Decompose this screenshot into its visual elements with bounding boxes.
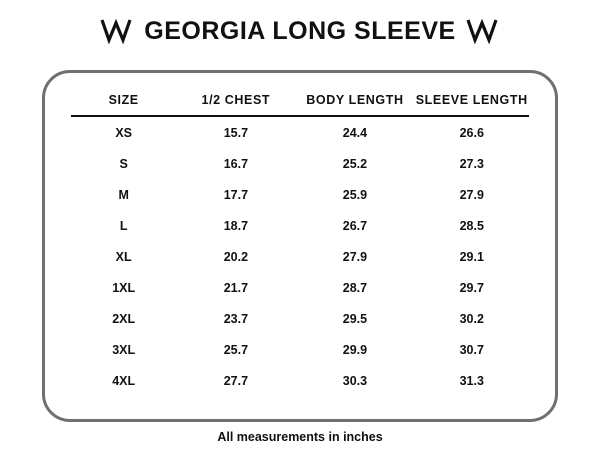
cell-half-chest: 15.7 <box>223 125 249 140</box>
size-chart-card <box>42 70 558 422</box>
table-header-row <box>71 89 529 116</box>
cell-half-chest: 21.7 <box>223 280 249 295</box>
cell-body-length: 27.9 <box>342 249 368 264</box>
cell-size: 3XL <box>112 342 136 357</box>
table-row <box>71 303 529 334</box>
cell-body-length: 26.7 <box>342 218 368 233</box>
column-header-size: SIZE <box>108 93 139 107</box>
table-row <box>71 116 529 148</box>
cell-sleeve-length: 30.2 <box>459 311 484 326</box>
cell-body-length: 25.9 <box>342 187 368 202</box>
cell-body-length: 24.4 <box>342 125 368 140</box>
cell-sleeve-length: 28.5 <box>459 218 484 233</box>
cell-body-length: 29.9 <box>342 342 368 357</box>
page-header <box>0 0 600 44</box>
cell-size: S <box>119 156 128 171</box>
table-row <box>71 241 529 272</box>
table-row <box>71 334 529 365</box>
size-chart-table-wrap <box>45 73 555 419</box>
table-row <box>71 148 529 179</box>
table-header <box>71 89 529 116</box>
cell-half-chest: 20.2 <box>223 249 249 264</box>
cell-size: M <box>118 187 129 202</box>
cell-size: L <box>119 218 128 233</box>
cell-half-chest: 16.7 <box>223 156 249 171</box>
cell-size: 4XL <box>112 373 136 388</box>
cell-half-chest: 25.7 <box>223 342 249 357</box>
cell-body-length: 28.7 <box>342 280 368 295</box>
chevron-logo-icon-right <box>466 17 500 45</box>
cell-half-chest: 17.7 <box>223 187 249 202</box>
cell-body-length: 25.2 <box>342 156 368 171</box>
cell-size: XS <box>115 125 132 140</box>
cell-sleeve-length: 26.6 <box>459 125 484 140</box>
cell-half-chest: 27.7 <box>223 373 249 388</box>
size-chart-table <box>71 89 529 396</box>
measurement-footnote: All measurements in inches <box>217 430 383 444</box>
table-row <box>71 272 529 303</box>
column-header-body-length: BODY LENGTH <box>306 93 404 107</box>
chevron-logo-icon <box>100 17 134 45</box>
column-header-sleeve-length: SLEEVE LENGTH <box>415 93 528 107</box>
cell-half-chest: 18.7 <box>223 218 249 233</box>
cell-size: XL <box>115 249 132 264</box>
cell-body-length: 29.5 <box>342 311 368 326</box>
cell-sleeve-length: 30.7 <box>459 342 484 357</box>
cell-half-chest: 23.7 <box>223 311 249 326</box>
cell-sleeve-length: 29.7 <box>459 280 484 295</box>
cell-sleeve-length: 31.3 <box>459 373 484 388</box>
column-header-half-chest: 1/2 CHEST <box>201 93 271 107</box>
page-title: GEORGIA LONG SLEEVE <box>144 16 456 45</box>
table-row <box>71 179 529 210</box>
cell-sleeve-length: 27.3 <box>459 156 484 171</box>
table-body <box>71 116 529 396</box>
cell-sleeve-length: 27.9 <box>459 187 484 202</box>
cell-body-length: 30.3 <box>342 373 368 388</box>
cell-size: 2XL <box>112 311 136 326</box>
table-row <box>71 210 529 241</box>
table-row <box>71 365 529 396</box>
cell-sleeve-length: 29.1 <box>459 249 484 264</box>
cell-size: 1XL <box>112 280 136 295</box>
